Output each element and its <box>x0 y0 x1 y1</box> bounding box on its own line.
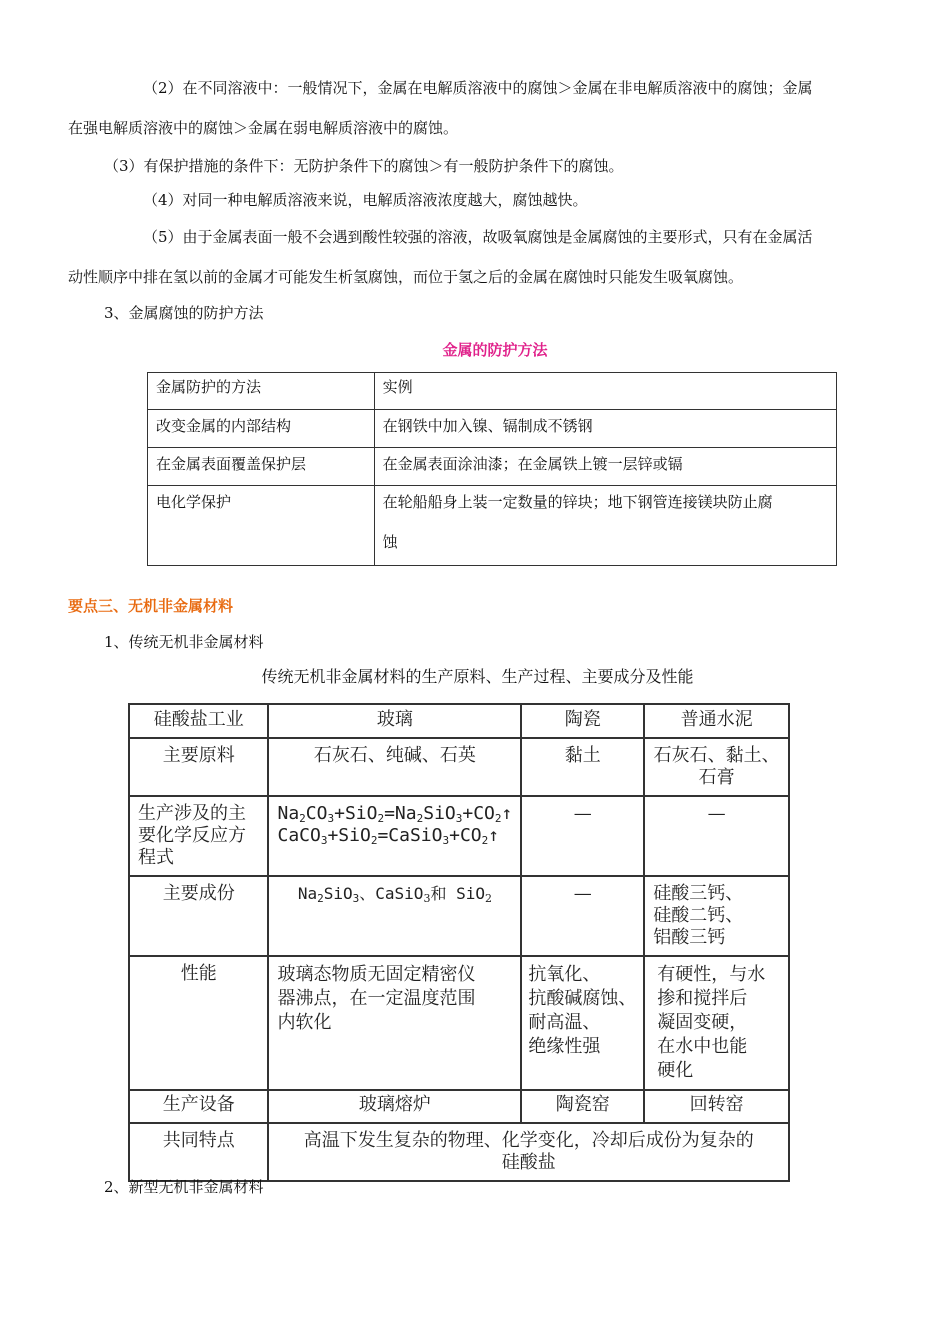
cell-line: 绝缘性强 <box>528 1036 601 1057</box>
row-label: 主要原料 <box>129 738 268 796</box>
silicate-industry-table <box>128 703 790 1182</box>
cell-line: 有硬性，与水 <box>657 964 766 985</box>
row-label: 主要成份 <box>129 876 268 956</box>
table-row <box>129 1123 789 1181</box>
row-label: 性能 <box>129 956 268 1090</box>
header-cell: 玻璃 <box>268 704 521 738</box>
protect-table-title: 金属的防护方法 <box>442 341 548 359</box>
table-header-row <box>129 704 789 738</box>
formula-text: 、CaSiO <box>359 884 424 903</box>
table-row <box>129 796 789 876</box>
paragraph-4: （4）对同一种电解质溶液来说，电解质溶液浓度越大，腐蚀越快。 <box>143 191 588 209</box>
section-heading: 要点三、无机非金属材料 <box>68 597 234 615</box>
cell-line: 凝固变硬， <box>657 1012 748 1033</box>
table-cell: 在金属表面覆盖保护层 <box>148 448 375 486</box>
formula-na2sio3: $Na_2SiO_3$ <box>297 884 360 905</box>
table-cell: 玻璃熔炉 <box>268 1090 521 1123</box>
cell-line: 在水中也能 <box>657 1036 748 1057</box>
section-3-heading: 3、金属腐蚀的防护方法 <box>104 304 264 322</box>
table-row <box>148 410 837 448</box>
header-cell-method: 金属防护的方法 <box>148 373 375 410</box>
header-cell: 陶瓷 <box>521 704 644 738</box>
cell-line: 器沸点，在一定温度范围 <box>277 988 476 1009</box>
row-label <box>129 796 268 876</box>
subsection-1-heading: 1、传统无机非金属材料 <box>104 633 264 651</box>
cell-line: 掺和搅拌后 <box>657 988 748 1009</box>
header-cell: 普通水泥 <box>644 704 789 738</box>
table-cell: 回转窑 <box>644 1090 789 1123</box>
table-row <box>129 876 789 956</box>
silicate-table-caption: 传统无机非金属材料的生产原料、生产过程、主要成分及性能 <box>261 667 694 686</box>
cell-line: 高温下发生复杂的物理、化学变化，冷却后成份为复杂的 <box>303 1130 754 1151</box>
cell-line: 硅酸盐 <box>501 1152 556 1173</box>
cell-line: 铝酸三钙 <box>653 927 726 948</box>
table-cell <box>644 956 789 1090</box>
cell-line: 在轮船船身上装一定数量的锌块；地下钢管连接镁块防止腐 <box>382 493 773 511</box>
equation-calcium-carbonate: $CaCO_3+SiO_2=CaSiO_3+CO_2↑$ <box>277 825 500 847</box>
paragraph-2-line-2: 在强电解质溶液中的腐蚀＞金属在弱电解质溶液中的腐蚀。 <box>68 119 459 137</box>
table-row <box>148 486 837 566</box>
cell-line: 内软化 <box>277 1012 332 1033</box>
cell-line: 硬化 <box>657 1060 694 1081</box>
row-label: 生产设备 <box>129 1090 268 1123</box>
cell-line: 硅酸二钙、 <box>653 905 744 926</box>
cell-line: 要化学反应方 <box>138 825 246 846</box>
protect-methods-table <box>147 372 837 566</box>
header-cell: 硅酸盐工业 <box>129 704 268 738</box>
table-header-row <box>148 373 837 410</box>
cell-line: 硅酸三钙、 <box>653 883 744 904</box>
equation-sodium-carbonate: $Na_2CO_3+SiO_2=Na_2SiO_3+CO_2↑$ <box>277 803 513 825</box>
table-cell: 在金属表面涂油漆；在金属铁上镀一层锌或镉 <box>374 448 836 486</box>
table-cell <box>644 876 789 956</box>
table-row <box>129 738 789 796</box>
paragraph-2-line-1: （2）在不同溶液中：一般情况下，金属在电解质溶液中的腐蚀＞金属在非电解质溶液中的腐蚀；金属 <box>143 79 813 97</box>
table-cell: 石灰石、纯碱、石英 <box>268 738 521 796</box>
table-cell: 黏土 <box>521 738 644 796</box>
table-row <box>129 1090 789 1123</box>
table-cell: 在钢铁中加入镍、镉制成不锈钢 <box>374 410 836 448</box>
table-cell: $Na_2SiO_3$、CaSiO$_3$和 SiO$_2$ <box>268 876 521 956</box>
cell-line: 程式 <box>138 847 174 868</box>
table-cell: — <box>521 876 644 956</box>
paragraph-5-line-2: 动性顺序中排在氢以前的金属才可能发生析氢腐蚀，而位于氢之后的金属在腐蚀时只能发生吸氧腐蚀。 <box>68 268 744 286</box>
cell-line: 抗氧化、 <box>528 964 601 985</box>
cell-line: 玻璃态物质无固定精密仪 <box>277 964 476 985</box>
row-label: 共同特点 <box>129 1123 268 1181</box>
subsection-2-heading: 2、新型无机非金属材料 <box>104 1178 264 1196</box>
table-cell <box>521 956 644 1090</box>
header-cell-example: 实例 <box>374 373 836 410</box>
cell-line: 抗酸碱腐蚀、 <box>528 988 637 1009</box>
table-cell <box>268 956 521 1090</box>
table-row <box>129 956 789 1090</box>
cell-line: 石灰石、黏土、 <box>653 745 780 766</box>
table-cell: 改变金属的内部结构 <box>148 410 375 448</box>
cell-line: 耐高温、 <box>528 1012 601 1033</box>
table-row <box>148 448 837 486</box>
table-cell <box>374 486 836 566</box>
table-cell <box>644 738 789 796</box>
table-cell: 陶瓷窑 <box>521 1090 644 1123</box>
formula-text: 和 SiO <box>430 884 485 903</box>
paragraph-3: （3）有保护措施的条件下：无防护条件下的腐蚀＞有一般防护条件下的腐蚀。 <box>104 157 624 175</box>
table-cell: — <box>521 796 644 876</box>
cell-line: 生产涉及的主 <box>138 803 246 824</box>
reaction-equations-cell <box>268 796 521 876</box>
table-cell <box>268 1123 789 1181</box>
cell-line: 蚀 <box>382 533 398 551</box>
table-cell: 电化学保护 <box>148 486 375 566</box>
table-cell: — <box>644 796 789 876</box>
cell-line: 石膏 <box>698 767 735 788</box>
paragraph-5-line-1: （5）由于金属表面一般不会遇到酸性较强的溶液，故吸氧腐蚀是金属腐蚀的主要形式，只有在金属活 <box>143 228 813 246</box>
